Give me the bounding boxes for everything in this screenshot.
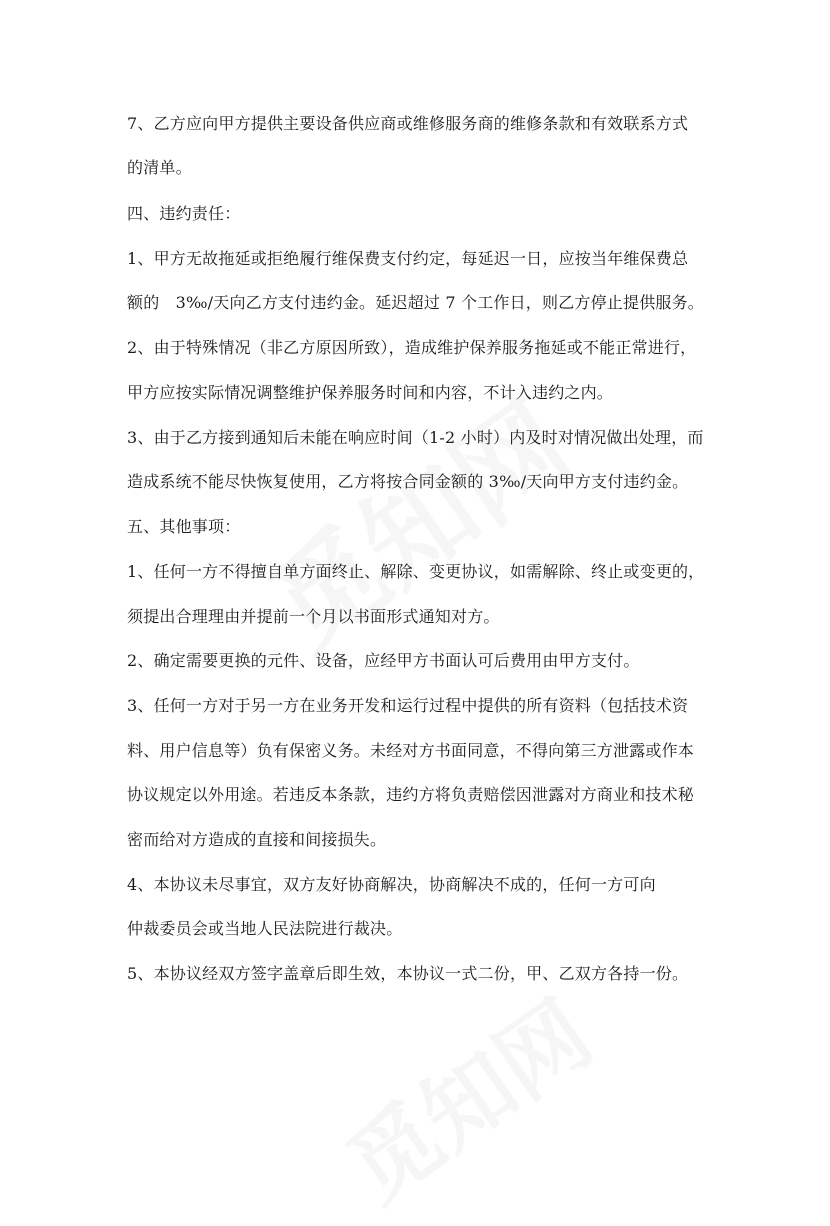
other-2-line-1: 2、确定需要更换的元件、设备，应经甲方书面认可后费用由甲方支付。 xyxy=(127,651,640,670)
watermark-logo-bottom xyxy=(317,964,613,1225)
breach-1-line-1: 1、甲方无故拖延或拒绝履行维保费支付约定，每延迟一日，应按当年维保费总 xyxy=(127,249,689,268)
other-5-line-1: 5、本协议经双方签字盖章后即生效，本协议一式二份，甲、乙双方各持一份。 xyxy=(127,964,689,983)
breach-3-line-2: 造成系统不能尽快恢复使用，乙方将按合同金额的 3‰/天向甲方支付违约金。 xyxy=(127,472,689,491)
section-heading-other: 五、其他事项： xyxy=(127,517,241,536)
clause-7-line-1: 7、乙方应向甲方提供主要设备供应商或维修服务商的维修条款和有效联系方式 xyxy=(127,114,689,133)
breach-2-line-2: 甲方应按实际情况调整维护保养服务时间和内容，不计入违约之内。 xyxy=(127,383,614,402)
other-1-line-2: 须提出合理理由并提前一个月以书面形式通知对方。 xyxy=(127,607,500,626)
other-3-line-4: 密而给对方造成的直接和间接损失。 xyxy=(127,830,387,849)
other-4-line-1: 4、本协议未尽事宜，双方友好协商解决，协商解决不成的，任何一方可向 xyxy=(127,875,656,894)
clause-7-line-2: 的清单。 xyxy=(127,158,192,177)
other-3-line-1: 3、任何一方对于另一方在业务开发和运行过程中提供的所有资料（包括技术资 xyxy=(127,696,689,715)
breach-2-line-1: 2、由于特殊情况（非乙方原因所致），造成维护保养服务拖延或不能正常进行， xyxy=(127,338,697,357)
other-3-line-3: 协议规定以外用途。若违反本条款，违约方将负责赔偿因泄露对方商业和技术秘 xyxy=(127,785,695,804)
other-1-line-1: 1、任何一方不得擅自单方面终止、解除、变更协议，如需解除、终止或变更的， xyxy=(127,562,705,581)
breach-3-line-1: 3、由于乙方接到通知后未能在响应时间（1-2 小时）内及时对情况做出处理，而 xyxy=(127,428,704,447)
other-3-line-2: 料、用户信息等）负有保密义务。未经对方书面同意，不得向第三方泄露或作本 xyxy=(127,741,695,760)
section-heading-breach: 四、违约责任： xyxy=(127,204,241,223)
breach-1-line-2: 额的 3‰/天向乙方支付违约金。延迟超过 7 个工作日，则乙方停止提供服务。 xyxy=(127,293,704,312)
other-4-line-2: 仲裁委员会或当地人民法院进行裁决。 xyxy=(127,919,403,938)
